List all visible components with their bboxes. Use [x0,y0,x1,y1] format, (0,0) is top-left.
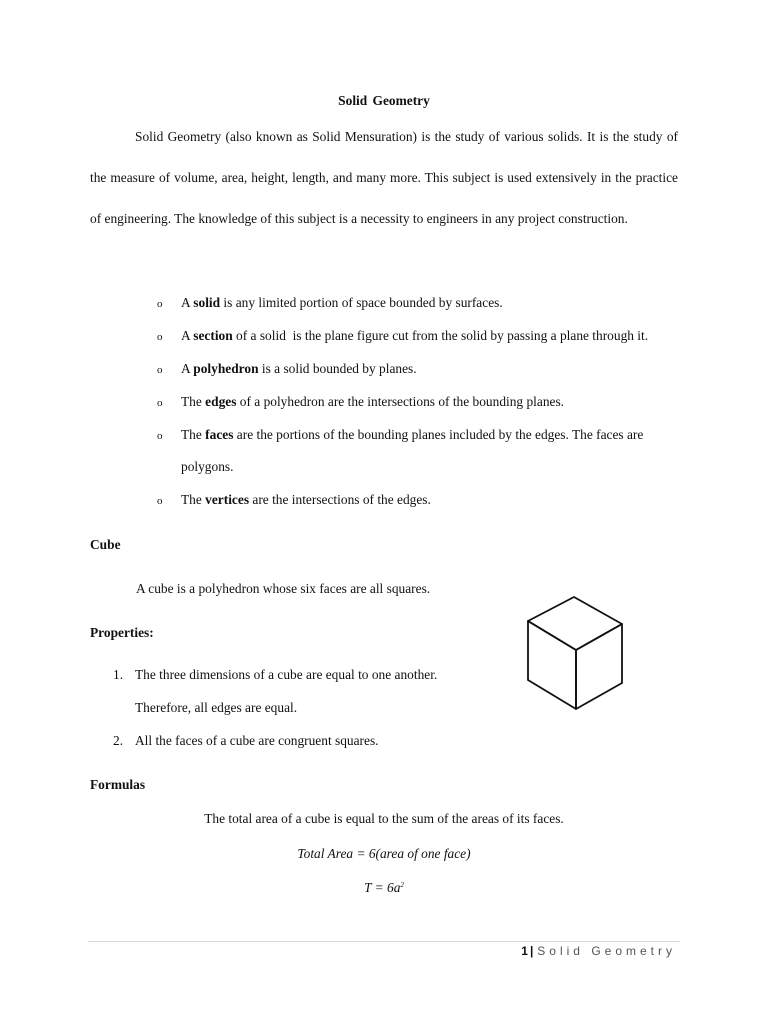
page-footer [521,944,676,958]
cube-figure [524,594,626,712]
properties-heading: Properties: [90,625,154,640]
intro-text: Solid Geometry (also known as Solid Mensuration) is the study of various solids. It is the study of the measure of volume, area, height, length, and many more. This subject is used extensively in the practice of engineering. The knowledge of this subject is a necessity to engineers in any project construction. [90,129,678,226]
property-text: All the faces of a cube are congruent squares. [135,733,379,748]
definition-continuation: polygons. [181,459,234,474]
bullet-marker: o [157,495,163,507]
term: polyhedron [193,361,259,376]
cube-definition: A cube is a polyhedron whose six faces are all squares. [136,581,431,596]
intro-paragraph [90,116,678,239]
formulas-heading: Formulas [90,777,146,792]
term: solid [193,295,221,310]
definition-item: o The vertices are the intersections of the edges. [157,492,431,507]
bullet-marker: o [157,397,163,409]
property-item [113,667,437,683]
cube-heading: Cube [90,537,121,552]
page-title: Solid Geometry [338,93,430,108]
property-item [113,733,379,749]
term: vertices [205,492,250,507]
formula-t: $T = 6a^2$ [364,880,404,895]
bullet-marker: o [157,331,163,343]
term: faces [205,427,234,442]
footer-title: Solid Geometry [537,944,676,958]
definition-item: o The edges of a polyhedron are the intersections of the bounding planes. [157,394,565,409]
formula-intro: The total area of a cube is equal to the sum of the areas of its faces. [204,811,564,826]
page-number: 1 [521,944,528,958]
cube-right-face [576,624,622,709]
footer-divider [88,941,680,942]
property-continuation: Therefore, all edges are equal. [135,700,298,715]
property-text: The three dimensions of a cube are equal to one another. [135,667,438,682]
footer-separator: | [529,944,534,958]
cube-top-face [528,597,622,650]
bullet-marker: o [157,298,163,310]
bullet-marker: o [157,364,163,376]
property-number: 2. [113,733,124,748]
formula-total-area: Total Area = 6(area of one face) [297,846,471,861]
bullet-marker: o [157,430,163,442]
definition-item: o The faces are the portions of the bounding planes included by the edges. The faces are [157,427,644,442]
term: edges [205,394,237,409]
definition-item: o A solid is any limited portion of space bounded by surfaces. [157,295,503,310]
cube-left-face [528,621,576,709]
property-number: 1. [113,667,124,682]
term: section [193,328,233,343]
definition-item: o A polyhedron is a solid bounded by planes. [157,361,417,376]
definition-item: o A section of a solid is the plane figure cut from the solid by passing a plane through it. [157,328,649,343]
